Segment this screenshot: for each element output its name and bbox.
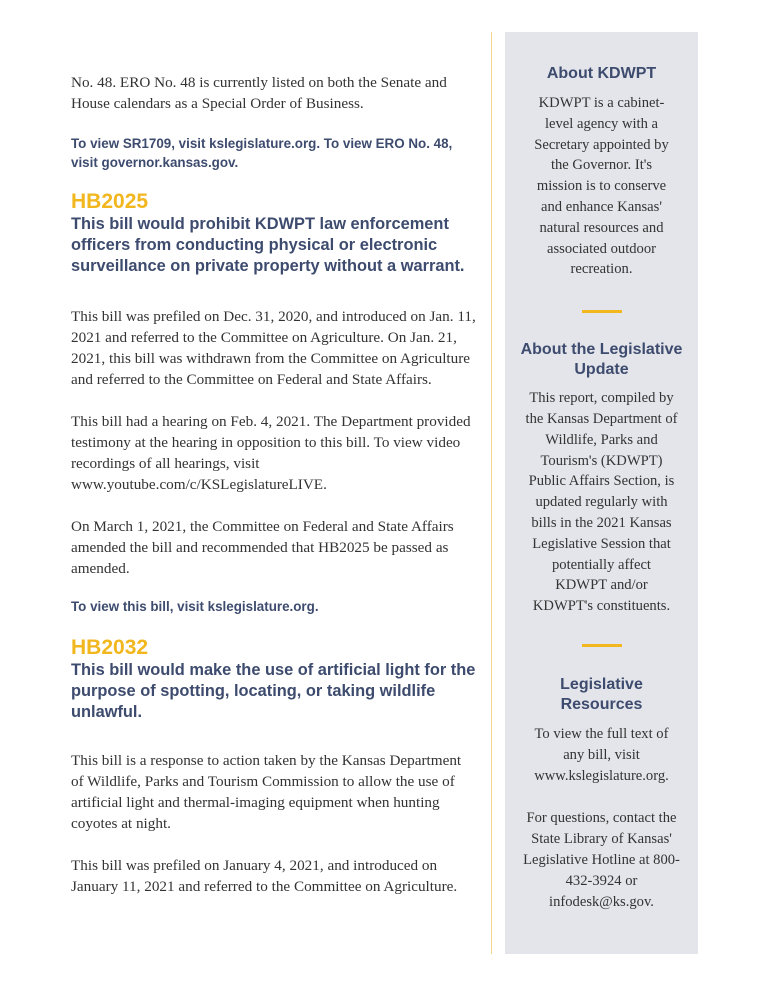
- hb2025-link-text[interactable]: To view this bill, visit kslegislature.org.: [71, 599, 319, 614]
- sidebar-heading-about-update: About the Legislative Update: [520, 341, 683, 379]
- hb2025-paragraph-1: This bill was prefiled on Dec. 31, 2020, and introduced on Jan. 11, 2021 and referred to the Committee on Agriculture. On Jan. 21, 2021, this bill was withdrawn from the Committee on Agriculture and referred to the Committee on Federal and State Affairs.: [71, 308, 476, 388]
- hb2032-paragraph-1: This bill is a response to action taken by the Kansas Department of Wildlife, Parks and Tourism Commission to allow the use of artificial light and thermal-imaging equipment when hunting coyotes at night.: [71, 751, 462, 832]
- hb2025-paragraph-3: On March 1, 2021, the Committee on Federal and State Affairs amended the bill and recommended that HB2025 be passed as amended.: [71, 518, 454, 577]
- intro-link-text[interactable]: To view SR1709, visit kslegislature.org. To view ERO No. 48, visit governor.kansas.gov.: [71, 136, 453, 170]
- intro-paragraph: No. 48. ERO No. 48 is currently listed on both the Senate and House calendars as a Special Order of Business.: [71, 74, 447, 112]
- bill-heading-hb2025: HB2025: [71, 190, 149, 213]
- bill-title-hb2032: This bill would make the use of artificial light for the purpose of spotting, locating, or taking wildlife unlawful.: [71, 660, 476, 721]
- sidebar-heading-about-kdwpt: About KDWPT: [546, 65, 657, 82]
- column-divider: [491, 32, 492, 954]
- sidebar-accent-rule: [582, 644, 622, 647]
- sidebar-text-resources-1: To view the full text of any bill, visit www.kslegislature.org.: [534, 725, 669, 784]
- sidebar-heading-resources: Legislative Resources: [560, 675, 643, 713]
- hb2025-paragraph-2: This bill had a hearing on Feb. 4, 2021. The Department provided testimony at the hearing in opposition to this bill. To view video recordings of all hearings, visit www.youtube.com/c/KSLegislatureLIVE.: [71, 413, 471, 493]
- hb2032-paragraph-2: This bill was prefiled on January 4, 2021, and introduced on January 11, 2021 and referred to the Committee on Agriculture.: [71, 856, 458, 895]
- sidebar-text-about-update: This report, compiled by the Kansas Department of Wildlife, Parks and Tourism's (KDWPT) Public Affairs Section, is updated regularly with bills in the 2021 Kansas Legislative Session that potentially affect KDWPT and/or KDWPT's constituents.: [525, 390, 678, 615]
- bill-heading-hb2032: HB2032: [71, 635, 149, 659]
- sidebar-accent-rule: [582, 310, 622, 313]
- sidebar-text-about-kdwpt: KDWPT is a cabinet-level agency with a Secretary appointed by the Governor. It's mission is to conserve and enhance Kansas' natural resources and associated outdoor recreation.: [534, 95, 669, 278]
- sidebar-text-resources-2: For questions, contact the State Library of Kansas' Legislative Hotline at 800-432-3924 or infodesk@ks.gov.: [523, 810, 680, 910]
- bill-title-hb2025: This bill would prohibit KDWPT law enforcement officers from conducting physical or electronic surveillance on private property without a warrant.: [71, 215, 465, 275]
- sidebar: [505, 32, 698, 954]
- main-column: [71, 72, 476, 897]
